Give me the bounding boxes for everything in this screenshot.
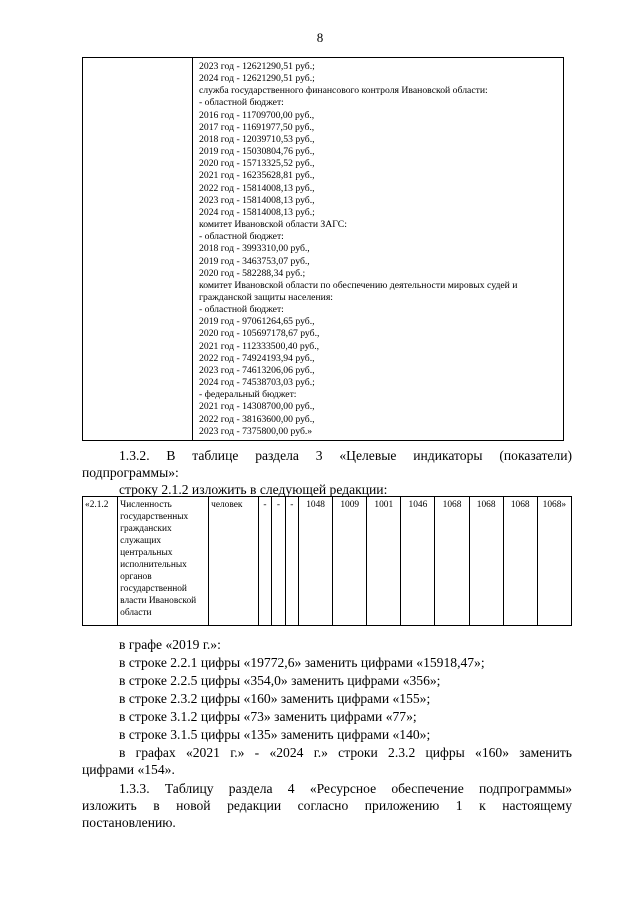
budget-line: 2017 год - 11691977,50 руб., — [199, 121, 315, 133]
indicator-value: 1068 — [435, 497, 469, 626]
budget-line: 2021 год - 16235628,81 руб., — [199, 170, 315, 182]
budget-line: 2023 год - 74613206,06 руб., — [199, 364, 315, 376]
budget-line: 2020 год - 582288,34 руб.; — [199, 267, 306, 279]
indicator-value: - — [285, 497, 298, 626]
budget-line: 2023 год - 15814008,13 руб., — [199, 194, 315, 206]
budget-line: 2024 год - 12621290,51 руб.; — [199, 73, 315, 85]
budget-line: 2021 год - 112333500,40 руб., — [199, 340, 320, 352]
column-2019-intro: в графе «2019 г.»: — [119, 637, 221, 652]
paragraph-1-3-2-line1: 1.3.2. В таблице раздела 3 «Целевые индикаторы (показатели) — [119, 448, 572, 463]
budget-line: 2019 год - 3463753,07 руб., — [199, 255, 310, 267]
budget-line: комитет Ивановской области ЗАГС: — [199, 219, 347, 231]
replacement-line: в строке 2.2.1 цифры «19772,6» заменить цифрами «15918,47»; — [119, 655, 485, 670]
graphs-line2: цифрами «154». — [82, 762, 175, 777]
budget-line: 2023 год - 7375800,00 руб.» — [199, 425, 313, 437]
paragraph-1-3-2-line2: подпрограммы»: — [82, 465, 179, 480]
budget-line: 2024 год - 15814008,13 руб.; — [199, 206, 315, 218]
budget-table-right-cell — [193, 58, 564, 441]
budget-table-left-cell — [83, 58, 193, 441]
indicator-value: 1068 — [469, 497, 503, 626]
budget-line: 2018 год - 3993310,00 руб., — [199, 243, 310, 255]
budget-line: 2022 год - 74924193,94 руб., — [199, 352, 315, 364]
budget-line: 2022 год - 38163600,00 руб., — [199, 413, 315, 425]
replacement-line: в строке 2.2.5 цифры «354,0» заменить цифрами «356»; — [119, 673, 441, 688]
indicator-value: 1046 — [401, 497, 435, 626]
budget-line: комитет Ивановской области по обеспечению деятельности мировых судей и гражданской защиты населения: — [199, 279, 518, 303]
indicator-unit: человек — [209, 497, 259, 626]
indicator-value: 1048 — [299, 497, 333, 626]
budget-line: - федеральный бюджет: — [199, 389, 297, 401]
indicator-value: 1068» — [537, 497, 571, 626]
budget-line: 2020 год - 15713325,52 руб., — [199, 158, 315, 170]
budget-line: 2019 год - 97061264,65 руб., — [199, 316, 315, 328]
budget-line: 2020 год - 105697178,67 руб., — [199, 328, 320, 340]
budget-line: - областной бюджет: — [199, 97, 284, 109]
indicator-value: 1009 — [333, 497, 367, 626]
indicator-number: «2.1.2 — [83, 497, 118, 626]
indicator-name: Численность государственных гражданских служащих центральных исполнительных органов государственной власти Ивановской области — [118, 497, 209, 626]
indicator-value: - — [272, 497, 285, 626]
indicator-value: - — [258, 497, 271, 626]
paragraph-1-3-3-line2: изложить в новой редакции согласно приложению 1 к настоящему — [82, 798, 572, 813]
page-number: 8 — [316, 30, 324, 45]
replacement-line: в строке 2.3.2 цифры «160» заменить цифрами «155»; — [119, 691, 431, 706]
budget-line: 2019 год - 15030804,76 руб., — [199, 146, 315, 158]
budget-line: 2021 год - 14308700,00 руб., — [199, 401, 315, 413]
row-intro: строку 2.1.2 изложить в следующей редакции: — [119, 482, 388, 497]
budget-line: 2022 год - 15814008,13 руб., — [199, 182, 315, 194]
budget-line: 2024 год - 74538703,03 руб.; — [199, 377, 315, 389]
budget-line: - областной бюджет: — [199, 304, 284, 316]
paragraph-1-3-3-line3: постановлению. — [82, 815, 176, 830]
budget-line: - областной бюджет: — [199, 231, 284, 243]
budget-line: 2023 год - 12621290,51 руб.; — [199, 61, 315, 72]
indicator-row — [83, 497, 572, 626]
indicator-value: 1001 — [367, 497, 401, 626]
paragraph-1-3-3-line1: 1.3.3. Таблицу раздела 4 «Ресурсное обеспечение подпрограммы» — [119, 781, 572, 796]
budget-lines — [199, 61, 559, 438]
graphs-line1: в графах «2021 г.» - «2024 г.» строки 2.3.2 цифры «160» заменить — [119, 745, 572, 760]
budget-line: 2018 год - 12039710,53 руб., — [199, 133, 315, 145]
budget-line: 2016 год - 11709700,00 руб., — [199, 109, 315, 121]
replacement-line: в строке 3.1.2 цифры «73» заменить цифрами «77»; — [119, 709, 417, 724]
indicator-table — [82, 496, 572, 626]
indicator-value: 1068 — [503, 497, 537, 626]
budget-line: служба государственного финансового контроля Ивановской области: — [199, 85, 488, 97]
budget-table — [82, 57, 564, 441]
replacement-line: в строке 3.1.5 цифры «135» заменить цифрами «140»; — [119, 727, 431, 742]
